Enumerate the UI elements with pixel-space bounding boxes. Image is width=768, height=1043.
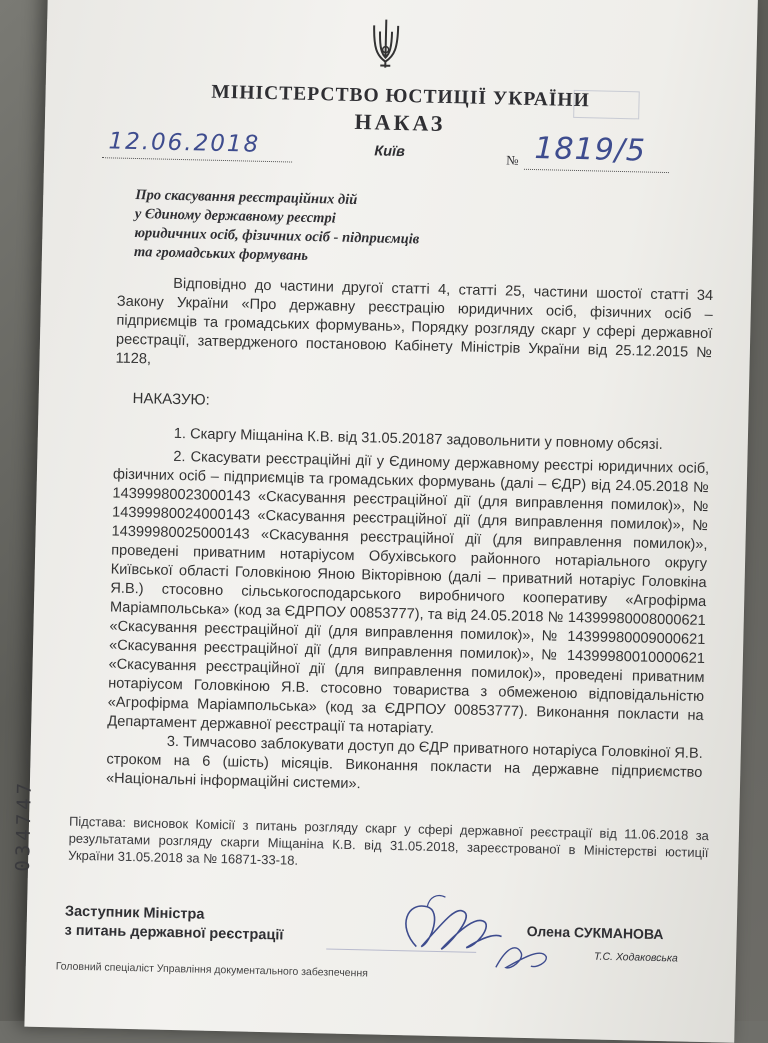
order-item-1: 1. Скаргу Міщаніна К.В. від 31.05.20187 задовольнити у повному обсязі. [173,425,663,454]
subject-line: юридичних осіб, фізичних осіб - підприємців [134,224,420,248]
order-body [106,274,714,802]
signatory-name: Олена СУКМАНОВА [526,923,664,943]
order-item-2: 2. Скасувати реєстраційні дії у Єдиному державному реєстрі юридичних осіб, фізичних осіб – підприємців та громадських формувань (далі – ЄДР) від 24.05.2018 № 14399980023000143 «Скасування реєстраційної дії (для виправлення помилок)», № 14399980024000143 «Скасування реєстраційної дії (для виправлення помилок)», № 14399980025000143 «Скасування реєстраційної дії (для виправлення помилок)», проведені приватним нотаріусом Обухівського районного нотаріального округу Київської області Головкіною Яною Вікторівною (далі – приватний нотаріус Головкіна Я.В.) стосовно сільськогосподарського виробничого кооперативу «Агрофірма Маріампольська» (код за ЄДРПОУ 00853777), та від 24.05.2018 № 14399980008000621 «Скасування реєстраційної дії (для виправлення помилок)», № 14399980009000621 «Скасування реєстраційної дії (для виправлення помилок)», № 14399980010000621 «Скасування реєстраційної дії (для виправлення помилок)», проведені приватним нотаріусом Головкіною Я.В. стосовно товариства з обмеженою відповідальністю «Агрофірма Маріампольська» (код за ЄДРПОУ 00853777). Виконання покласти на Департамент державної реєстрації та нотаріату. [107,448,710,737]
preamble-paragraph: Відповідно до частини другої статті 4, статті 25, частини шостої статті 34 Закону України «Про державну реєстрацію юридичних осіб, фізичних осіб – підприємців та громадських формувань», Порядку розгляду скарг у сфері державної реєстрації, затвердженого постановою Кабінету Міністрів України від 25.12.2015 № 1128, [115,275,714,368]
order-date: 12.06.2018 [108,128,261,158]
signatory-title-line: Заступник Міністра [64,903,205,923]
subject-line: у Єдиному державному реєстрі [134,205,336,227]
order-number: 1819/5 [534,131,647,169]
order-word: НАКАЗУЮ: [132,389,210,409]
order-item-3: 3. Тимчасово заблокувати доступ до ЄДР приватного нотаріуса Головкіної Я.В. строком на 6 (шість) місяців. Виконання покласти на державне підприємство «Національні інформаційні системи». [105,733,703,793]
city-name: Київ [374,143,406,161]
executor-name: Т.С. Ходаковська [593,950,678,965]
date-underline [102,157,292,162]
subject-line: Про скасування реєстраційних дій [135,186,358,209]
grounds-note: Підстава: висновок Комісії з питань розгляду скарг у сфері державної реєстрації від 11.06.2018 за результатами розгляду скарги Міщаніна К.В. від 31.05.2018, зареєстрованої в Міністерстві юстиції України 31.05.2018 за № 16871-33-18. [68,813,710,868]
number-label: № [506,152,519,168]
order-document [11,0,758,1043]
registration-number: 034747 [11,778,36,872]
signatory-title-line: з питань державної реєстрації [64,922,284,944]
trident-emblem-icon [368,17,403,70]
subject-line: та громадських формувань [133,243,309,264]
order-subject [134,186,421,268]
signatory-title [64,903,284,946]
document-title: НАКАЗ [354,108,446,136]
number-underline [524,169,669,173]
ministry-name: МІНІСТЕРСТВО ЮСТИЦІЇ УКРАЇНИ [211,81,590,112]
footer-note: Головний спеціаліст Управління документального забезпечення [55,960,369,980]
